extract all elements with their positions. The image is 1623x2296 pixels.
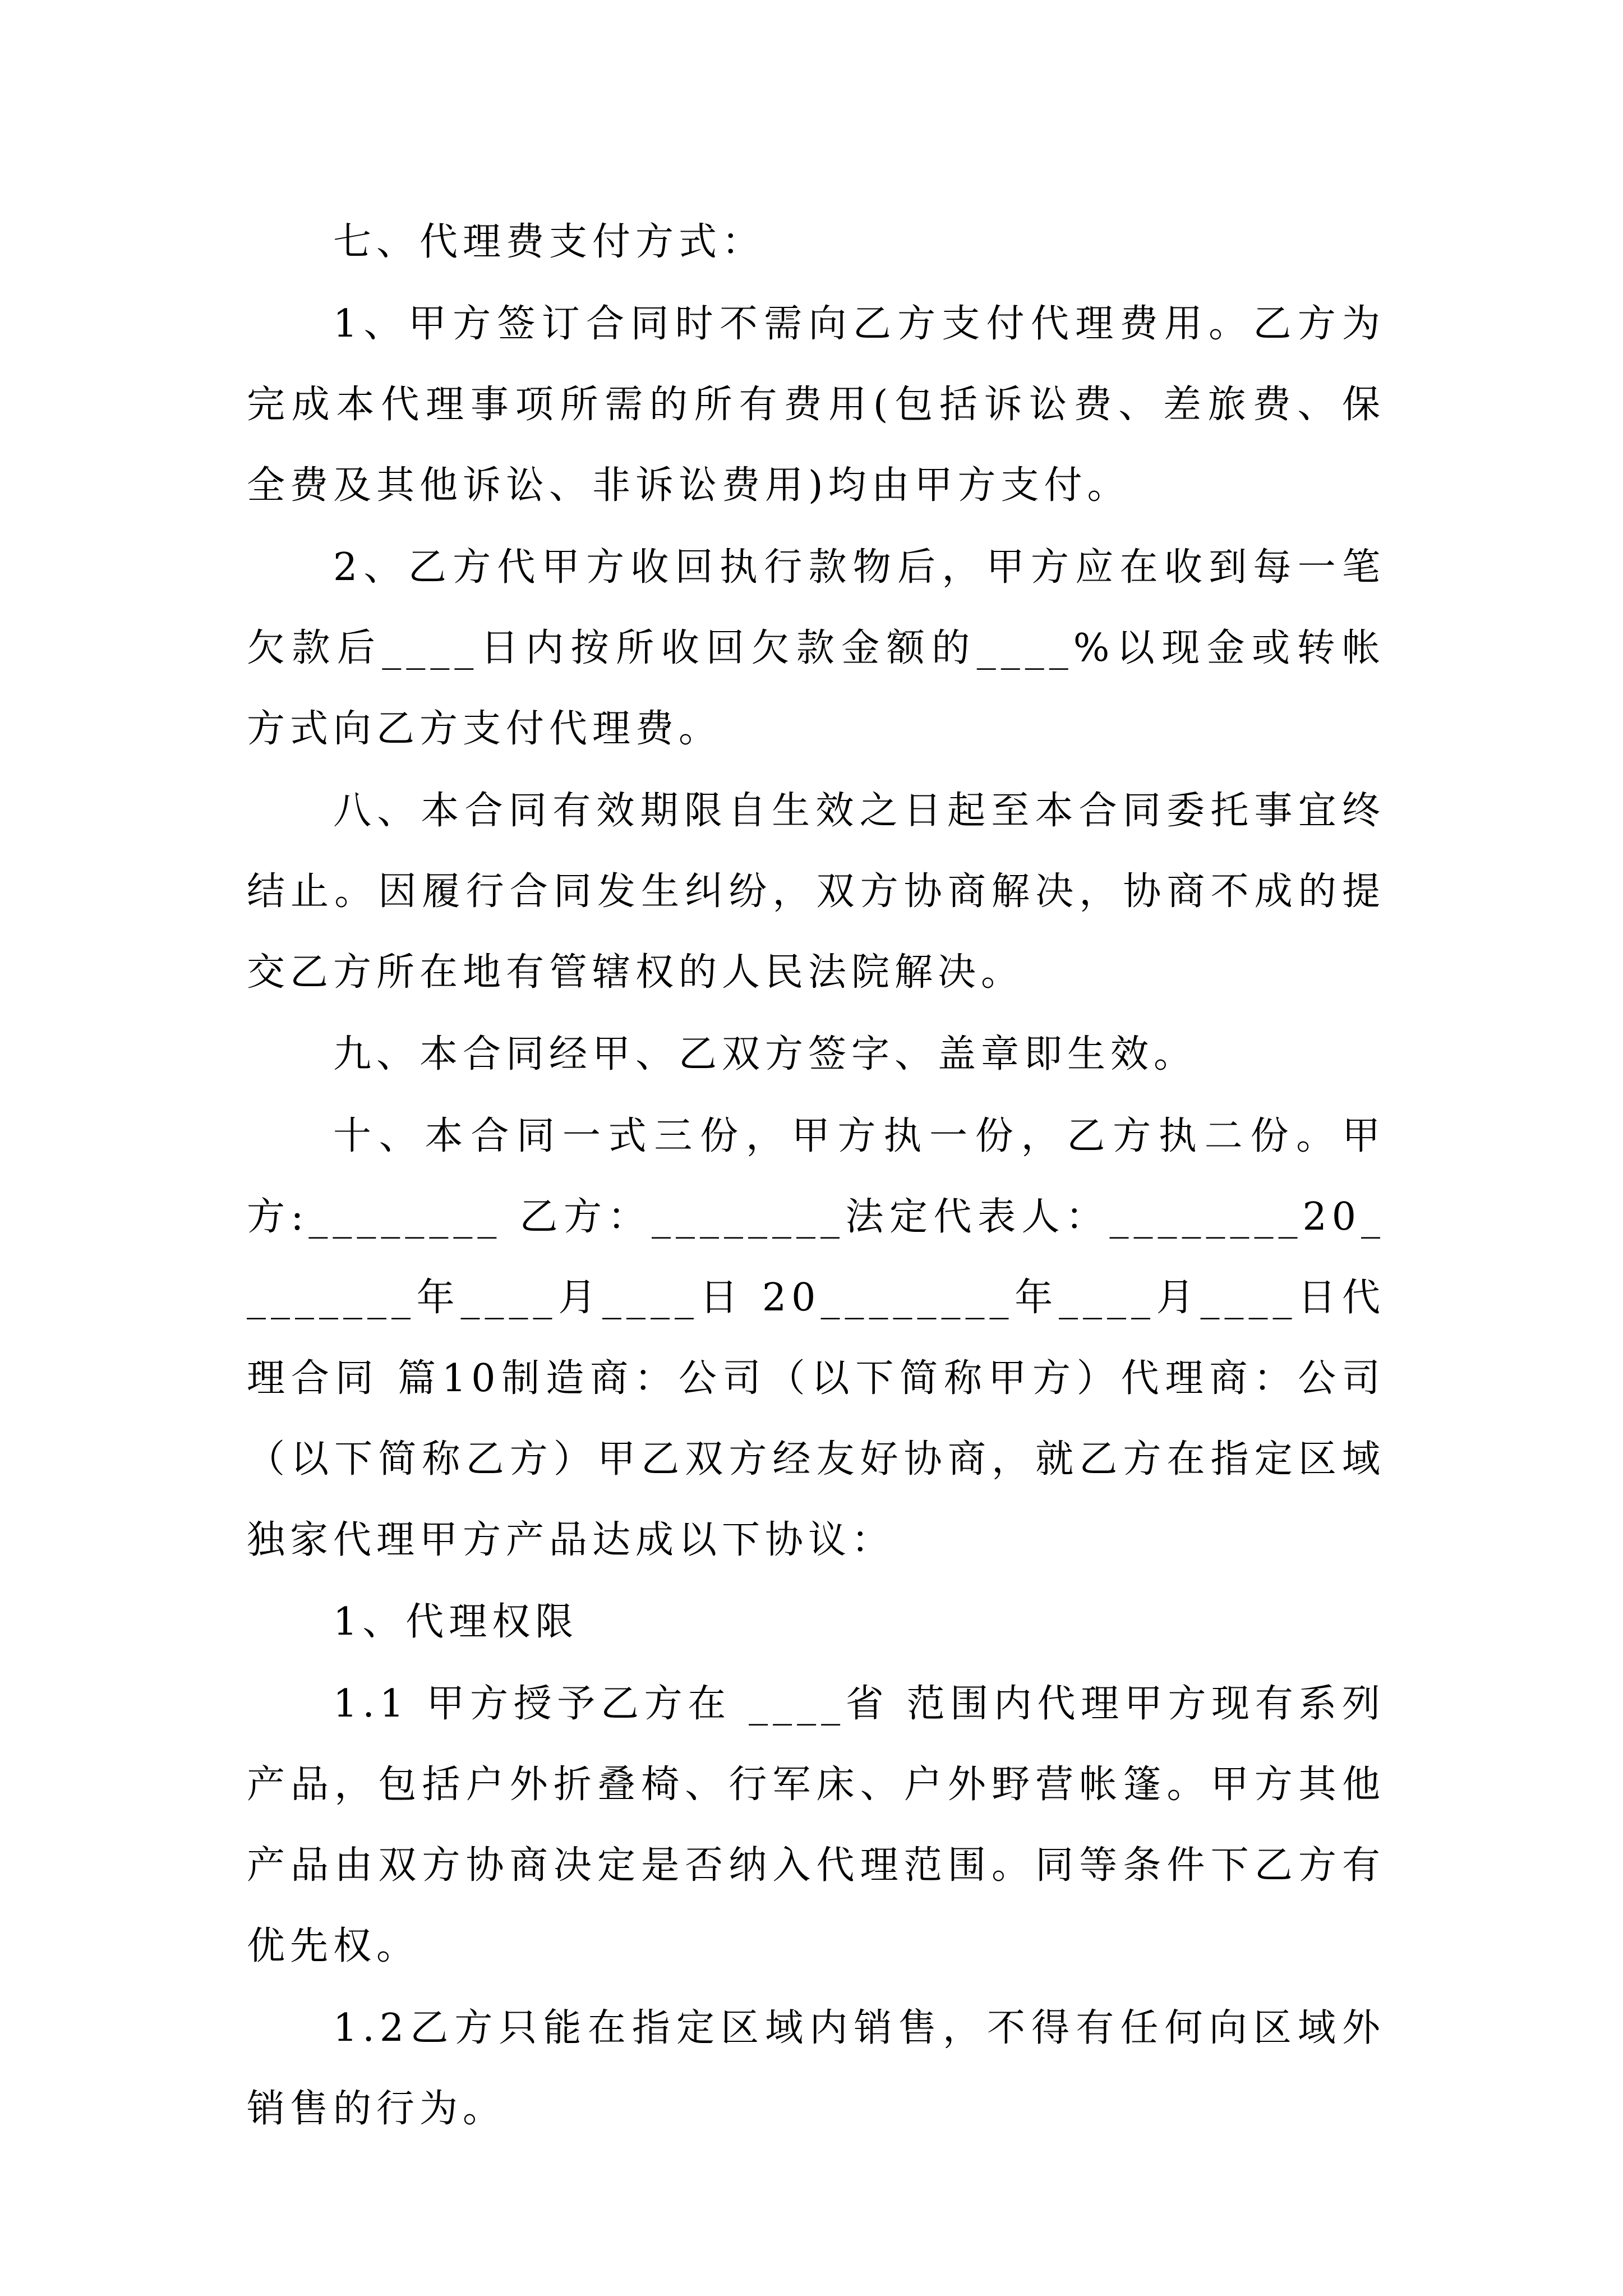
document-page (247, 202, 1385, 2151)
section-10-and-next-contract: 十、本合同一式三份，甲方执一份，乙方执二份。甲方:________ 乙方：________法定代表人：________20________年____月____日 20________年____月____日代理合同 篇10制造商：公司（以下简称甲方）代理商：公司（以下简称乙方）甲乙双方经友好协商，就乙方在指定区域独家代理甲方产品达成以下协议： (247, 1114, 1385, 1562)
section-9: 九、本合同经甲、乙双方签字、盖章即生效。 (333, 1032, 1197, 1076)
clause-1-1: 1.1 甲方授予乙方在 ____省 范围内代理甲方现有系列产品，包括户外折叠椅、行军床、户外野营帐篷。甲方其他产品由双方协商决定是否纳入代理范围。同等条件下乙方有优先权。 (247, 1682, 1385, 1968)
clause-7-2: 2、乙方代甲方收回执行款物后，甲方应在收到每一笔欠款后____日内按所收回欠款金额的____%以现金或转帐方式向乙方支付代理费。 (247, 545, 1385, 751)
section-8: 八、本合同有效期限自生效之日起至本合同委托事宜终结止。因履行合同发生纠纷，双方协商解决，协商不成的提交乙方所在地有管辖权的人民法院解决。 (247, 789, 1385, 995)
agency-authority-heading: 1、代理权限 (333, 1600, 579, 1644)
clause-1-2: 1.2乙方只能在指定区域内销售，不得有任何向区域外销售的行为。 (247, 2006, 1385, 2131)
section-7-heading: 七、代理费支付方式： (333, 220, 766, 264)
clause-7-1: 1、甲方签订合同时不需向乙方支付代理费用。乙方为完成本代理事项所需的所有费用(包括诉讼费、差旅费、保全费及其他诉讼、非诉讼费用)均由甲方支付。 (247, 302, 1385, 508)
